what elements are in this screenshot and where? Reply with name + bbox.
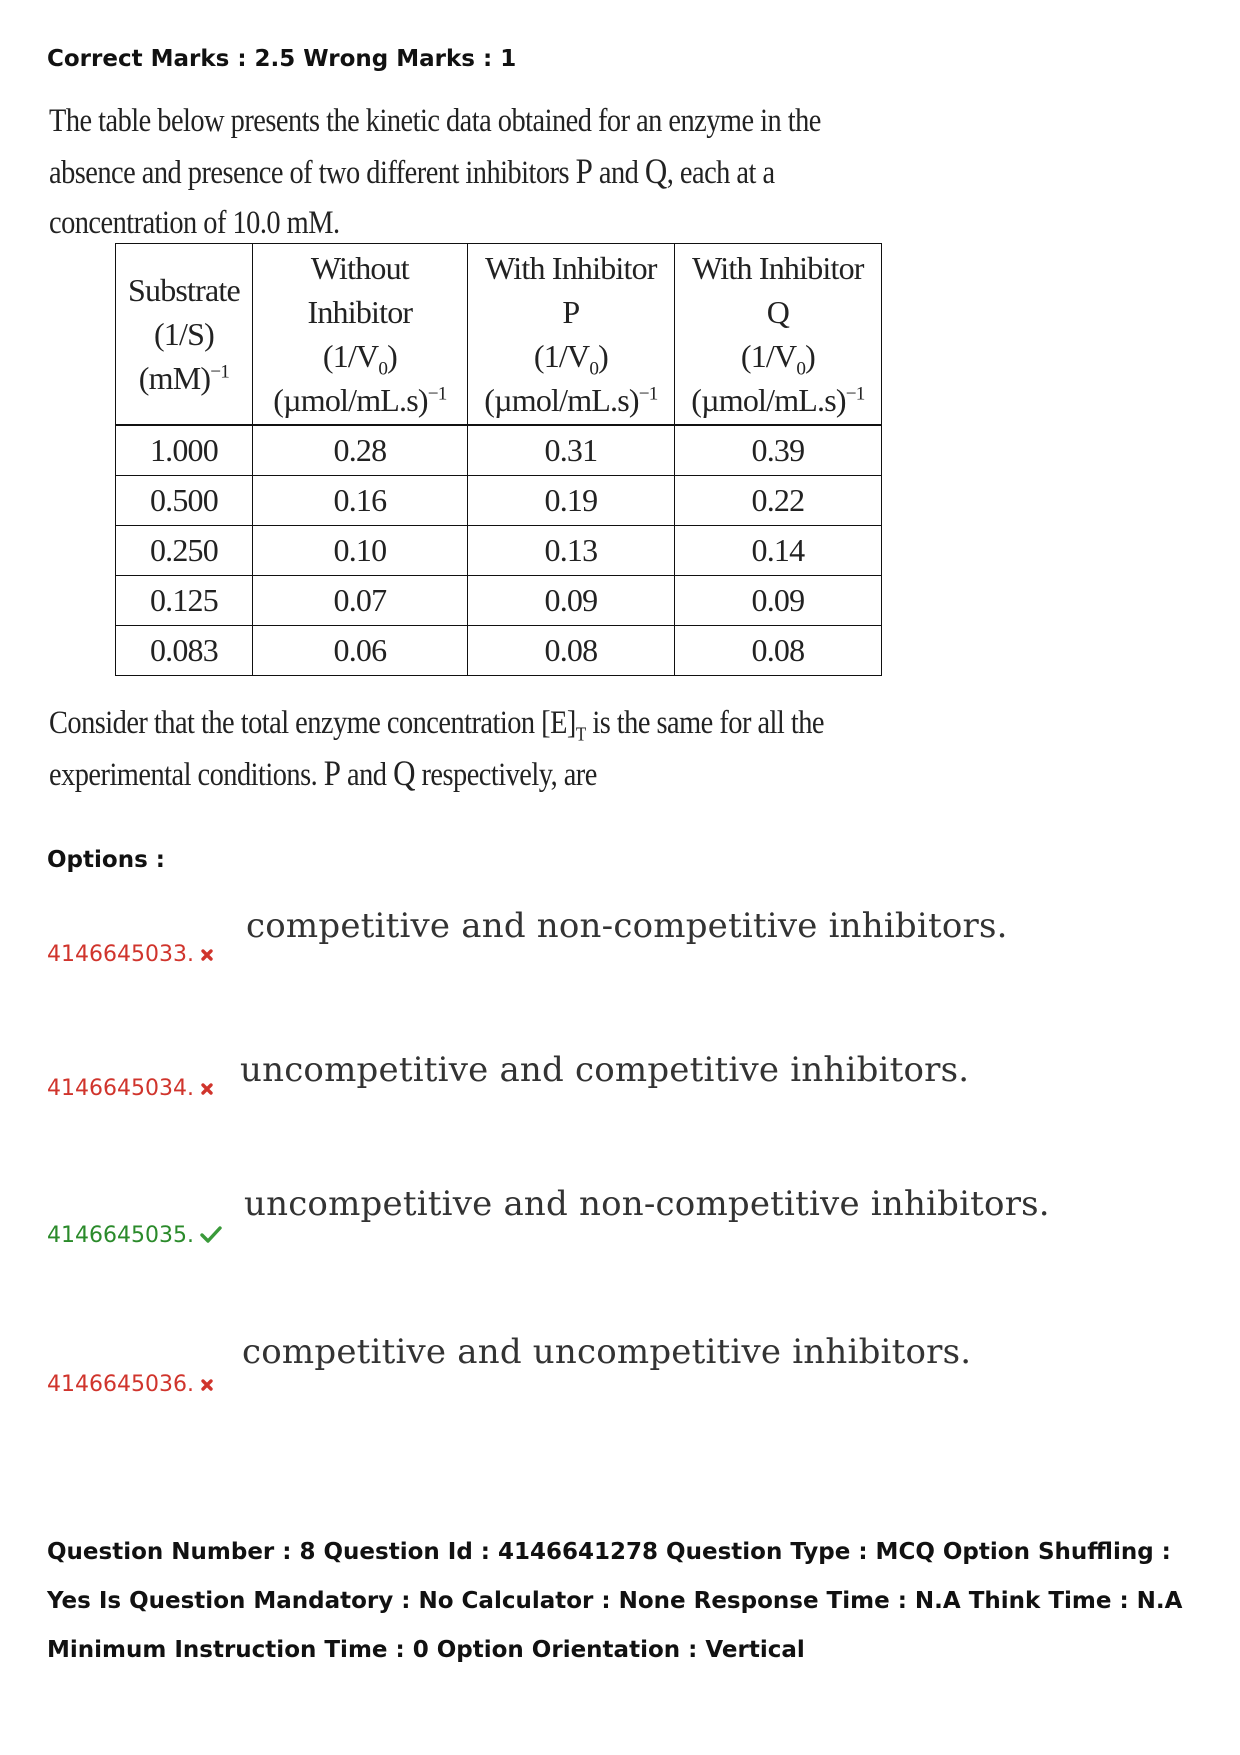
header-sub: 0 (589, 358, 599, 380)
table-cell: 0.083 (116, 626, 253, 676)
header-line: With Inhibitor Q (692, 250, 864, 330)
table-cell: 0.39 (674, 425, 881, 476)
header-with-inhibitor-q (674, 244, 881, 426)
table-cell: 0.16 (252, 476, 467, 526)
consider-text-3: respectively, are (414, 757, 597, 793)
option-text[interactable]: competitive and non-competitive inhibitors. (246, 906, 1008, 946)
header-var: (1/V (740, 338, 797, 374)
header-line: Without Inhibitor (307, 250, 413, 330)
option-number (47, 942, 214, 968)
marks-line: Correct Marks : 2.5 Wrong Marks : 1 (47, 46, 517, 72)
inhibitor-p-symbol: P (323, 753, 341, 793)
option-id: 4146645036. (47, 1372, 194, 1397)
consider-text-1: Consider that the total enzyme concentration [E] (49, 705, 576, 741)
option-text[interactable]: uncompetitive and competitive inhibitors. (240, 1050, 970, 1090)
cross-icon (200, 1077, 214, 1102)
header-line: With Inhibitor P (485, 250, 657, 330)
option-number (47, 1372, 214, 1398)
header-unit: (µmol/mL.s) (273, 382, 428, 418)
header-line (265, 378, 455, 422)
table-row (116, 526, 882, 576)
header-sup: −1 (638, 383, 658, 405)
inhibitor-p-symbol: P (575, 151, 593, 191)
header-var-close: ) (598, 338, 608, 374)
header-without-inhibitor (252, 244, 467, 426)
table-cell: 0.22 (674, 476, 881, 526)
table-cell: 0.06 (252, 626, 467, 676)
header-var-close: ) (805, 338, 815, 374)
table-row (116, 576, 882, 626)
question-consider (49, 698, 866, 800)
header-var: (1/V (322, 338, 379, 374)
table-row (116, 476, 882, 526)
header-line (687, 334, 869, 378)
consider-sub: T (575, 723, 586, 746)
inhibitor-q-symbol: Q (393, 753, 415, 793)
header-line (480, 378, 662, 422)
option-number (47, 1076, 214, 1102)
option-id: 4146645034. (47, 1076, 194, 1101)
consider-and: and (340, 757, 394, 793)
table-cell: 0.500 (116, 476, 253, 526)
header-sub: 0 (796, 358, 806, 380)
table-cell: 0.31 (467, 425, 674, 476)
intro-text-2: , each at a concentration of 10.0 mM. (49, 155, 775, 241)
options-label: Options : (47, 847, 165, 873)
table-cell: 0.28 (252, 425, 467, 476)
table-cell: 0.08 (467, 626, 674, 676)
header-sup: −1 (427, 383, 447, 405)
inhibitor-q-symbol: Q (644, 151, 667, 191)
check-icon (200, 1224, 222, 1249)
intro-and: and (592, 155, 645, 191)
option-id: 4146645035. (47, 1223, 194, 1248)
header-sup: −1 (845, 383, 865, 405)
table-cell: 0.250 (116, 526, 253, 576)
table-cell: 0.125 (116, 576, 253, 626)
kinetic-data-table (115, 243, 882, 676)
header-line (265, 334, 455, 378)
table-row (116, 626, 882, 676)
header-sub: 0 (378, 358, 388, 380)
cross-icon (200, 943, 214, 968)
option-number (47, 1223, 222, 1249)
option-text[interactable]: competitive and uncompetitive inhibitors. (242, 1332, 972, 1372)
option-id: 4146645033. (47, 942, 194, 967)
option-text[interactable]: uncompetitive and non-competitive inhibitors. (244, 1184, 1050, 1224)
question-metadata-footer: Question Number : 8 Question Id : 4146641278 Question Type : MCQ Option Shuffling : Yes Is Question Mandatory : No Calculator : None Response Time : N.A Think Time : N.A Minimum Instruction Time : 0 Option Orientation : Vertical (47, 1539, 1183, 1663)
header-line: Substrate (128, 272, 240, 308)
table-cell: 0.10 (252, 526, 467, 576)
table-cell: 1.000 (116, 425, 253, 476)
question-intro (49, 96, 823, 248)
header-line: (1/S) (153, 316, 214, 352)
cross-icon (200, 1373, 214, 1398)
header-line (480, 334, 662, 378)
header-unit: (µmol/mL.s) (691, 382, 846, 418)
header-sup: −1 (210, 361, 230, 383)
consider-text-2: is the same for all the experimental conditions. (49, 705, 824, 793)
header-unit: (µmol/mL.s) (484, 382, 639, 418)
header-with-inhibitor-p (467, 244, 674, 426)
header-line (687, 378, 869, 422)
header-line (128, 356, 240, 400)
intro-text-1: The table below presents the kinetic data obtained for an enzyme in the absence and presence of two different inhibitors (49, 103, 821, 191)
table-cell: 0.14 (674, 526, 881, 576)
table-row (116, 425, 882, 476)
table-cell: 0.19 (467, 476, 674, 526)
table-cell: 0.07 (252, 576, 467, 626)
table-cell: 0.13 (467, 526, 674, 576)
table-cell: 0.09 (674, 576, 881, 626)
table-header-row (116, 244, 882, 426)
header-var-close: ) (387, 338, 397, 374)
table-cell: 0.09 (467, 576, 674, 626)
table-cell: 0.08 (674, 626, 881, 676)
header-substrate (116, 244, 253, 426)
header-var: (1/V (533, 338, 590, 374)
header-unit: (mM) (138, 360, 211, 396)
